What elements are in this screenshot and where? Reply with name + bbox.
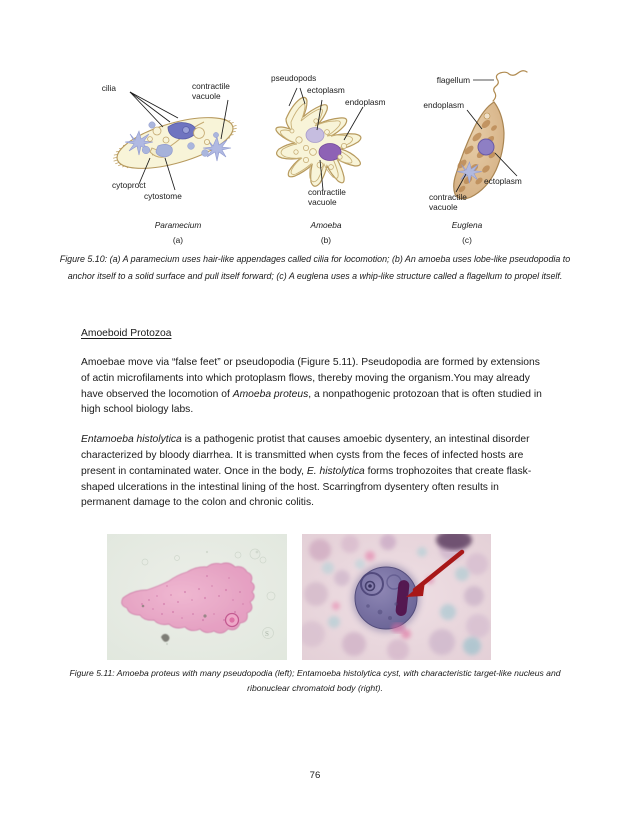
species-amoeba-proteus: Amoeba proteus [232,388,309,400]
figure-5-11-caption: Figure 5.11: Amoeba proteus with many pseudopodia (left); Entamoeba histolytica cyst, with characteristic target-like nucleus and ribonuclear chromatoid body (right). [69,668,561,693]
paragraph-2-text-part-1: is a pathogenic protist that causes amoebic dysentery, an intestinal disorder characterized by bloody diarrhea. It is transmitted when cysts from the feces of infected hosts are present in contaminated water. Once in the body, [81,434,530,477]
micronucleus [183,127,190,134]
label-contractile-b: contractile [308,187,346,197]
label-vacuole-a: vacuole [192,91,221,101]
paragraph-1-text-part-1: Amoebae move via “false feet” or pseudopodia (Figure 5.11). Pseudopodia are formed by extensions of actin microfilaments into which protoplasm flows, thereby moving the organism.You may already have observed the locomotion of [81,357,540,400]
label-endoplasm-c: endoplasm [423,100,464,110]
organism-name-amoeba: Amoeba [310,220,342,230]
figure-5-10-caption: Figure 5.10: (a) A paramecium uses hair-like appendages called cilia for locomotion; (b) An amoeba uses lobe-like pseudopodia to anchor itself to a solid surface and pull itself forward; (c) A euglena uses a whip-like structure called a flagellum to propel itself. [59,254,571,281]
label-endoplasm-b: endoplasm [345,97,386,107]
label-flagellum: flagellum [436,75,470,85]
label-vacuole-b: vacuole [308,197,337,207]
label-ectoplasm-c: ectoplasm [484,176,522,186]
label-vacuole-c: vacuole [429,202,458,212]
label-cytoproct: cytoproct [112,180,146,190]
label-contractile-c: contractile [429,192,467,202]
figure-5-11-images [107,534,491,660]
panel-letter-a: (a) [172,235,184,245]
organism-name-euglena: Euglena [451,220,483,230]
paragraph-2-text-part-2: forms trophozoites that create flask-shaped ulcerations in the intestinal lining of the host. Scarringfrom dysentery often results in permanent damage to the colon and chronic colitis. [81,465,532,509]
amoeba-contractile-vacuole [306,128,324,143]
organism-name-paramecium: Paramecium [154,220,202,230]
species-entamoeba-histolytica: Entamoeba histolytica [81,434,182,446]
label-ectoplasm-b: ectoplasm [307,85,345,95]
svg-text:S: S [265,630,269,638]
body-text-block [81,326,549,511]
paragraph-1-text-part-2: , a nonpathogenic protozoan that is often studied in high school biology labs. [81,388,542,416]
euglena-small-vesicle [484,113,490,119]
label-cytostome: cytostome [144,191,182,201]
panel-euglena [423,71,527,245]
page-number: 76 [309,770,321,781]
amoeba-proteus-micrograph [107,534,287,660]
entamoeba-histolytica-cyst-micrograph [302,534,491,660]
label-cilia: cilia [101,83,116,93]
panel-letter-b: (b) [320,235,332,245]
species-e-histolytica: E. histolytica [306,465,365,477]
label-contractile-a: contractile [192,81,230,91]
figure-5-10-diagram [0,0,630,250]
label-pseudopods: pseudopods [271,73,317,83]
panel-letter-c: (c) [462,235,472,245]
panel-paramecium [102,81,241,245]
cytostome-blob [156,144,172,157]
paragraph-entamoeba-histolytica [81,432,549,511]
flagellum-icon [493,71,527,101]
euglena-nucleus [478,139,494,155]
section-heading-amoeboid-protozoa: Amoeboid Protozoa [81,328,172,339]
paragraph-amoebae-movement [81,355,549,418]
panel-amoeba [271,73,386,245]
